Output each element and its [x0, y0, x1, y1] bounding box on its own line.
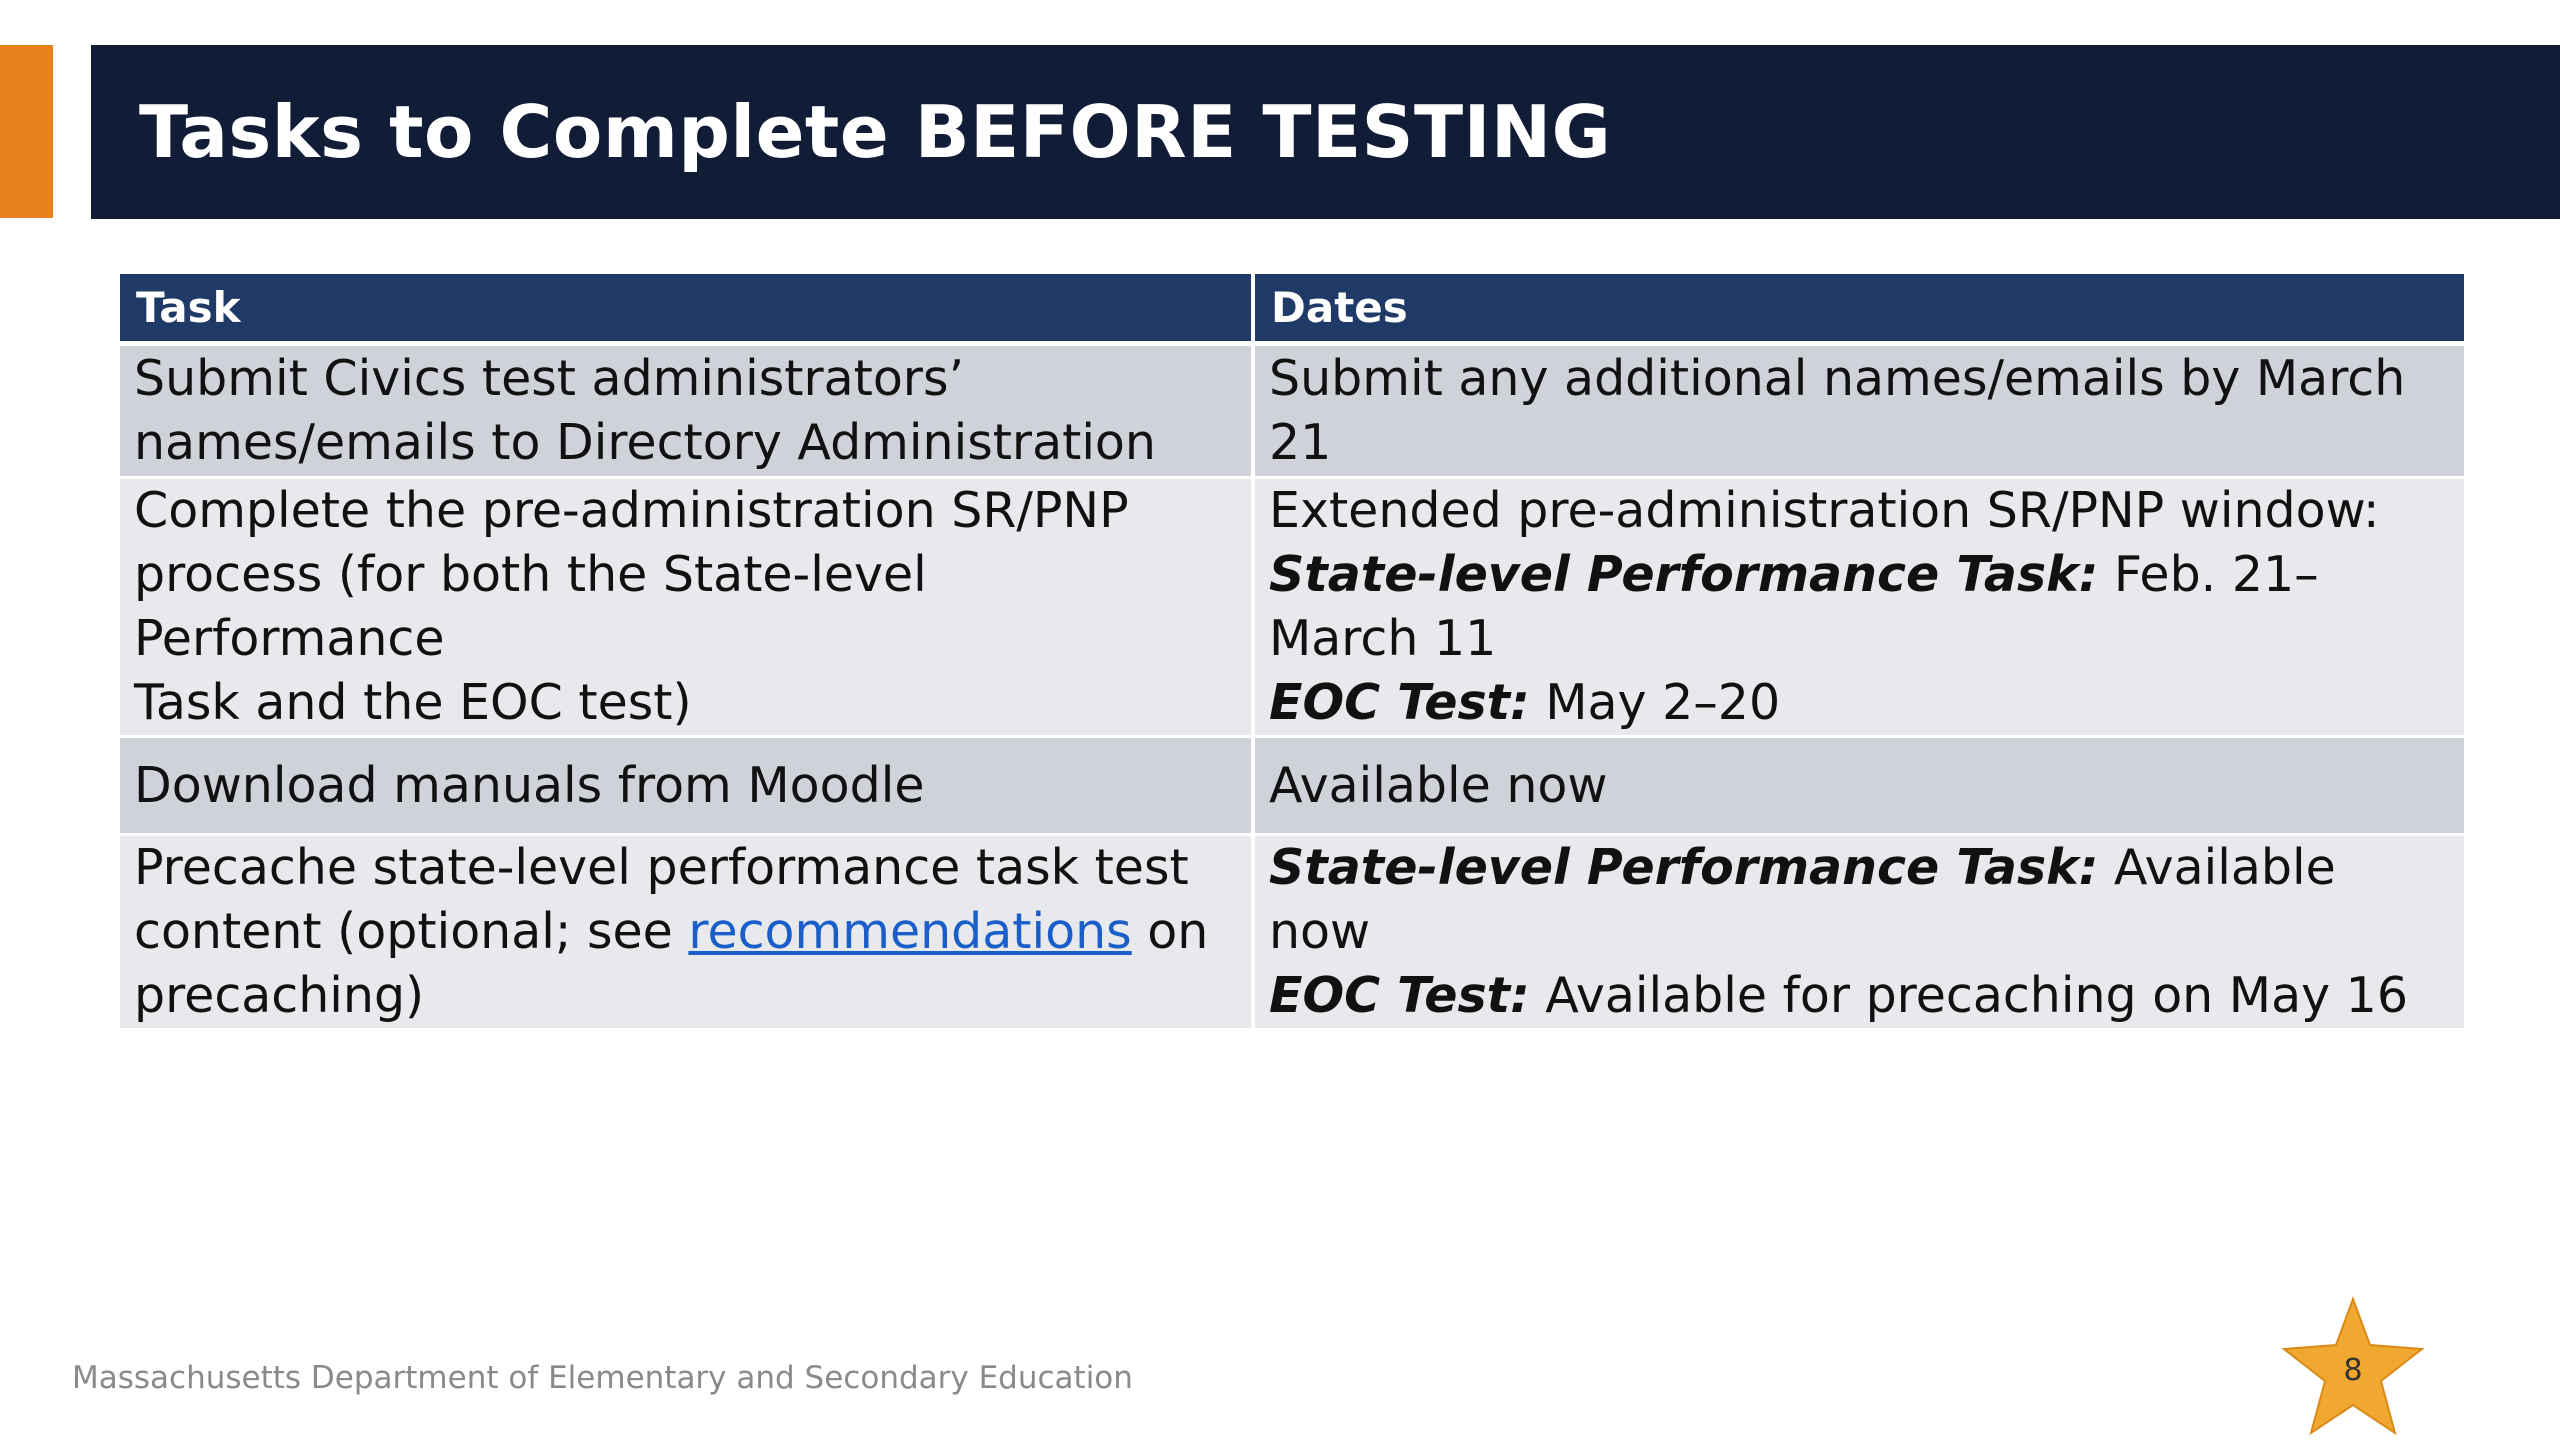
task-text: Download manuals from Moodle — [134, 756, 925, 814]
recommendations-link[interactable]: recommendations — [688, 903, 1132, 960]
task-text-line: Complete the pre-administration SR/PNP — [134, 482, 1129, 539]
task-cell — [120, 346, 1251, 479]
table-row — [120, 479, 2464, 738]
table-header-row — [120, 274, 2464, 346]
column-header-task: Task — [120, 274, 1251, 346]
page-number-badge — [2278, 1295, 2428, 1440]
task-cell — [120, 479, 1251, 738]
dates-item-label: State-level Performance Task: — [1269, 546, 2099, 603]
dates-item-value: Available for precaching on May 16 — [1529, 967, 2409, 1024]
accent-bar — [0, 45, 53, 218]
dates-item-value: Available now — [1269, 839, 2336, 960]
task-text-line: process (for both the State-level Performance — [134, 546, 927, 667]
task-text-line: Precache state-level performance task test — [134, 839, 1189, 896]
dates-cell — [1251, 346, 2464, 479]
dates-item-label: EOC Test: — [1269, 674, 1530, 731]
table-row — [120, 346, 2464, 479]
dates-item — [1269, 836, 2450, 964]
table-row — [120, 836, 2464, 1031]
task-text-line: Task and the EOC test) — [134, 674, 692, 731]
task-text-line: precaching) — [134, 967, 425, 1024]
task-text-part: on — [1131, 903, 1209, 960]
title-bar — [91, 45, 2560, 219]
task-text-line: names/emails to Directory Administration — [134, 414, 1156, 471]
page-number: 8 — [2343, 1353, 2363, 1388]
task-cell — [120, 738, 1251, 836]
dates-text: Submit any additional names/emails by March 21 — [1269, 350, 2406, 471]
task-text-line — [134, 900, 1237, 964]
dates-item — [1269, 671, 2450, 735]
dates-item-label: EOC Test: — [1269, 967, 1530, 1024]
dates-item — [1269, 543, 2450, 671]
dates-item-label: State-level Performance Task: — [1269, 839, 2099, 896]
column-header-dates: Dates — [1251, 274, 2464, 346]
dates-item-value: May 2–20 — [1529, 674, 1781, 731]
task-text-line: Submit Civics test administrators’ — [134, 350, 965, 407]
slide-title: Tasks to Complete BEFORE TESTING — [139, 90, 1612, 174]
dates-cell — [1251, 836, 2464, 1031]
dates-item — [1269, 964, 2450, 1028]
task-text-part: content (optional; see — [134, 903, 689, 960]
dates-cell — [1251, 479, 2464, 738]
task-cell — [120, 836, 1251, 1031]
dates-intro: Extended pre-administration SR/PNP window: — [1269, 482, 2380, 539]
dates-cell — [1251, 738, 2464, 836]
table-row — [120, 738, 2464, 836]
dates-item-value: Feb. 21–March 11 — [1269, 546, 2319, 667]
tasks-table — [120, 274, 2464, 1031]
dates-text: Available now — [1269, 756, 1608, 814]
footer-organization: Massachusetts Department of Elementary and Secondary Education — [72, 1360, 1133, 1396]
